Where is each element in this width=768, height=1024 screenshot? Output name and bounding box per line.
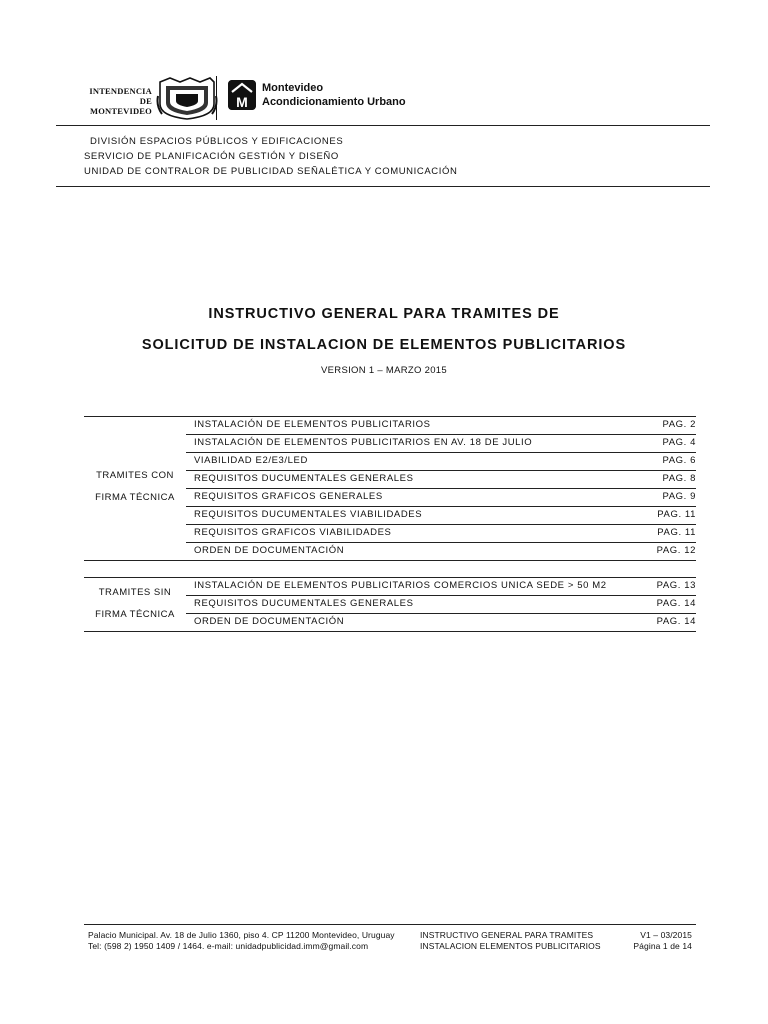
toc-group-label-line1: TRAMITES CON [96, 470, 174, 481]
toc-row-page: PAG. 2 [662, 419, 696, 430]
toc-row-label: REQUISITOS GRAFICOS GENERALES [194, 491, 383, 502]
org-unit: UNIDAD DE CONTRALOR DE PUBLICIDAD SEÑALÉTICA Y COMUNICACIÓN [84, 166, 458, 177]
intendencia-logo [80, 76, 220, 120]
toc-row-divider [186, 452, 696, 453]
toc-row-page: PAG. 13 [656, 580, 696, 591]
toc-row-label: ORDEN DE DOCUMENTACIÓN [194, 616, 345, 627]
toc-row-label: INSTALACIÓN DE ELEMENTOS PUBLICITARIOS COMERCIOS UNICA SEDE > 50 M2 [194, 580, 607, 591]
toc-row-page: PAG. 14 [656, 598, 696, 609]
toc-row-label: ORDEN DE DOCUMENTACIÓN [194, 545, 345, 556]
toc-row-divider [186, 470, 696, 471]
document-version: VERSION 1 – MARZO 2015 [321, 365, 447, 376]
header-rule-bottom [56, 186, 710, 187]
logo-divider [216, 76, 217, 120]
toc-row-label: INSTALACIÓN DE ELEMENTOS PUBLICITARIOS EN AV. 18 DE JULIO [194, 437, 533, 448]
toc-row-page: PAG. 12 [656, 545, 696, 556]
toc-group-label-line2: FIRMA TÉCNICA [95, 492, 175, 503]
toc-row-label: INSTALACIÓN DE ELEMENTOS PUBLICITARIOS [194, 419, 431, 430]
toc-row-page: PAG. 9 [662, 491, 696, 502]
toc-row-page: PAG. 11 [657, 509, 696, 520]
footer-rule [84, 924, 696, 925]
toc-group-label-line2: FIRMA TÉCNICA [95, 609, 175, 620]
toc-row-page: PAG. 4 [662, 437, 696, 448]
toc-table-top-border [84, 416, 696, 417]
toc-row-page: PAG. 11 [657, 527, 696, 538]
toc-table-con-firma [84, 416, 696, 561]
toc-table-sin-firma [84, 577, 696, 632]
toc-row-page: PAG. 8 [662, 473, 696, 484]
footer-doc-title-line1: INSTRUCTIVO GENERAL PARA TRAMITES [420, 930, 594, 940]
header-rule-top [56, 125, 710, 126]
document-title-line2: SOLICITUD DE INSTALACION DE ELEMENTOS PUBLICITARIOS [141, 337, 627, 353]
document-title-line1: INSTRUCTIVO GENERAL PARA TRAMITES DE [208, 306, 560, 322]
toc-row-divider [186, 542, 696, 543]
montevideo-logo-title: Montevideo [262, 82, 324, 94]
footer-doc-title-line2: INSTALACION ELEMENTOS PUBLICITARIOS [420, 941, 601, 951]
toc-group-label-line1: TRAMITES SIN [98, 587, 172, 598]
toc-table-bottom-border [84, 631, 696, 632]
montevideo-m-icon [228, 80, 256, 110]
toc-row-divider [186, 524, 696, 525]
toc-row-page: PAG. 6 [662, 455, 696, 466]
montevideo-logo-subtitle: Acondicionamiento Urbano [262, 96, 406, 108]
toc-table-top-border [84, 577, 696, 578]
toc-row-label: REQUISITOS GRAFICOS VIABILIDADES [194, 527, 392, 538]
montevideo-crest-icon [156, 76, 218, 120]
toc-table-bottom-border [84, 560, 696, 561]
toc-row-divider [186, 488, 696, 489]
toc-row-label: REQUISITOS DUCUMENTALES GENERALES [194, 473, 414, 484]
toc-row-divider [186, 506, 696, 507]
toc-row-divider [186, 613, 696, 614]
intendencia-logo-text [80, 86, 152, 116]
footer-version: V1 – 03/2015 [640, 930, 692, 940]
intendencia-logo-line1: INTENDENCIA [89, 86, 152, 96]
toc-row-label: VIABILIDAD E2/E3/LED [194, 455, 308, 466]
intendencia-logo-line2: DE MONTEVIDEO [90, 96, 152, 116]
toc-row-label: REQUISITOS DUCUMENTALES VIABILIDADES [194, 509, 423, 520]
toc-row-page: PAG. 14 [656, 616, 696, 627]
org-division: DIVISIÓN ESPACIOS PÚBLICOS Y EDIFICACIONES [90, 136, 344, 147]
svg-text:M: M [236, 94, 248, 110]
footer-address: Palacio Municipal. Av. 18 de Julio 1360, piso 4. CP 11200 Montevideo, Uruguay [88, 930, 395, 940]
footer-contact: Tel: (598 2) 1950 1409 / 1464. e-mail: unidadpublicidad.imm@gmail.com [88, 941, 369, 951]
toc-group-label [84, 465, 186, 509]
org-service: SERVICIO DE PLANIFICACIÓN GESTIÓN Y DISEÑO [84, 151, 339, 162]
toc-row-label: REQUISITOS DUCUMENTALES GENERALES [194, 598, 414, 609]
toc-row-divider [186, 434, 696, 435]
toc-group-label [84, 582, 186, 626]
toc-row-divider [186, 595, 696, 596]
footer-page-number: Página 1 de 14 [633, 941, 692, 951]
